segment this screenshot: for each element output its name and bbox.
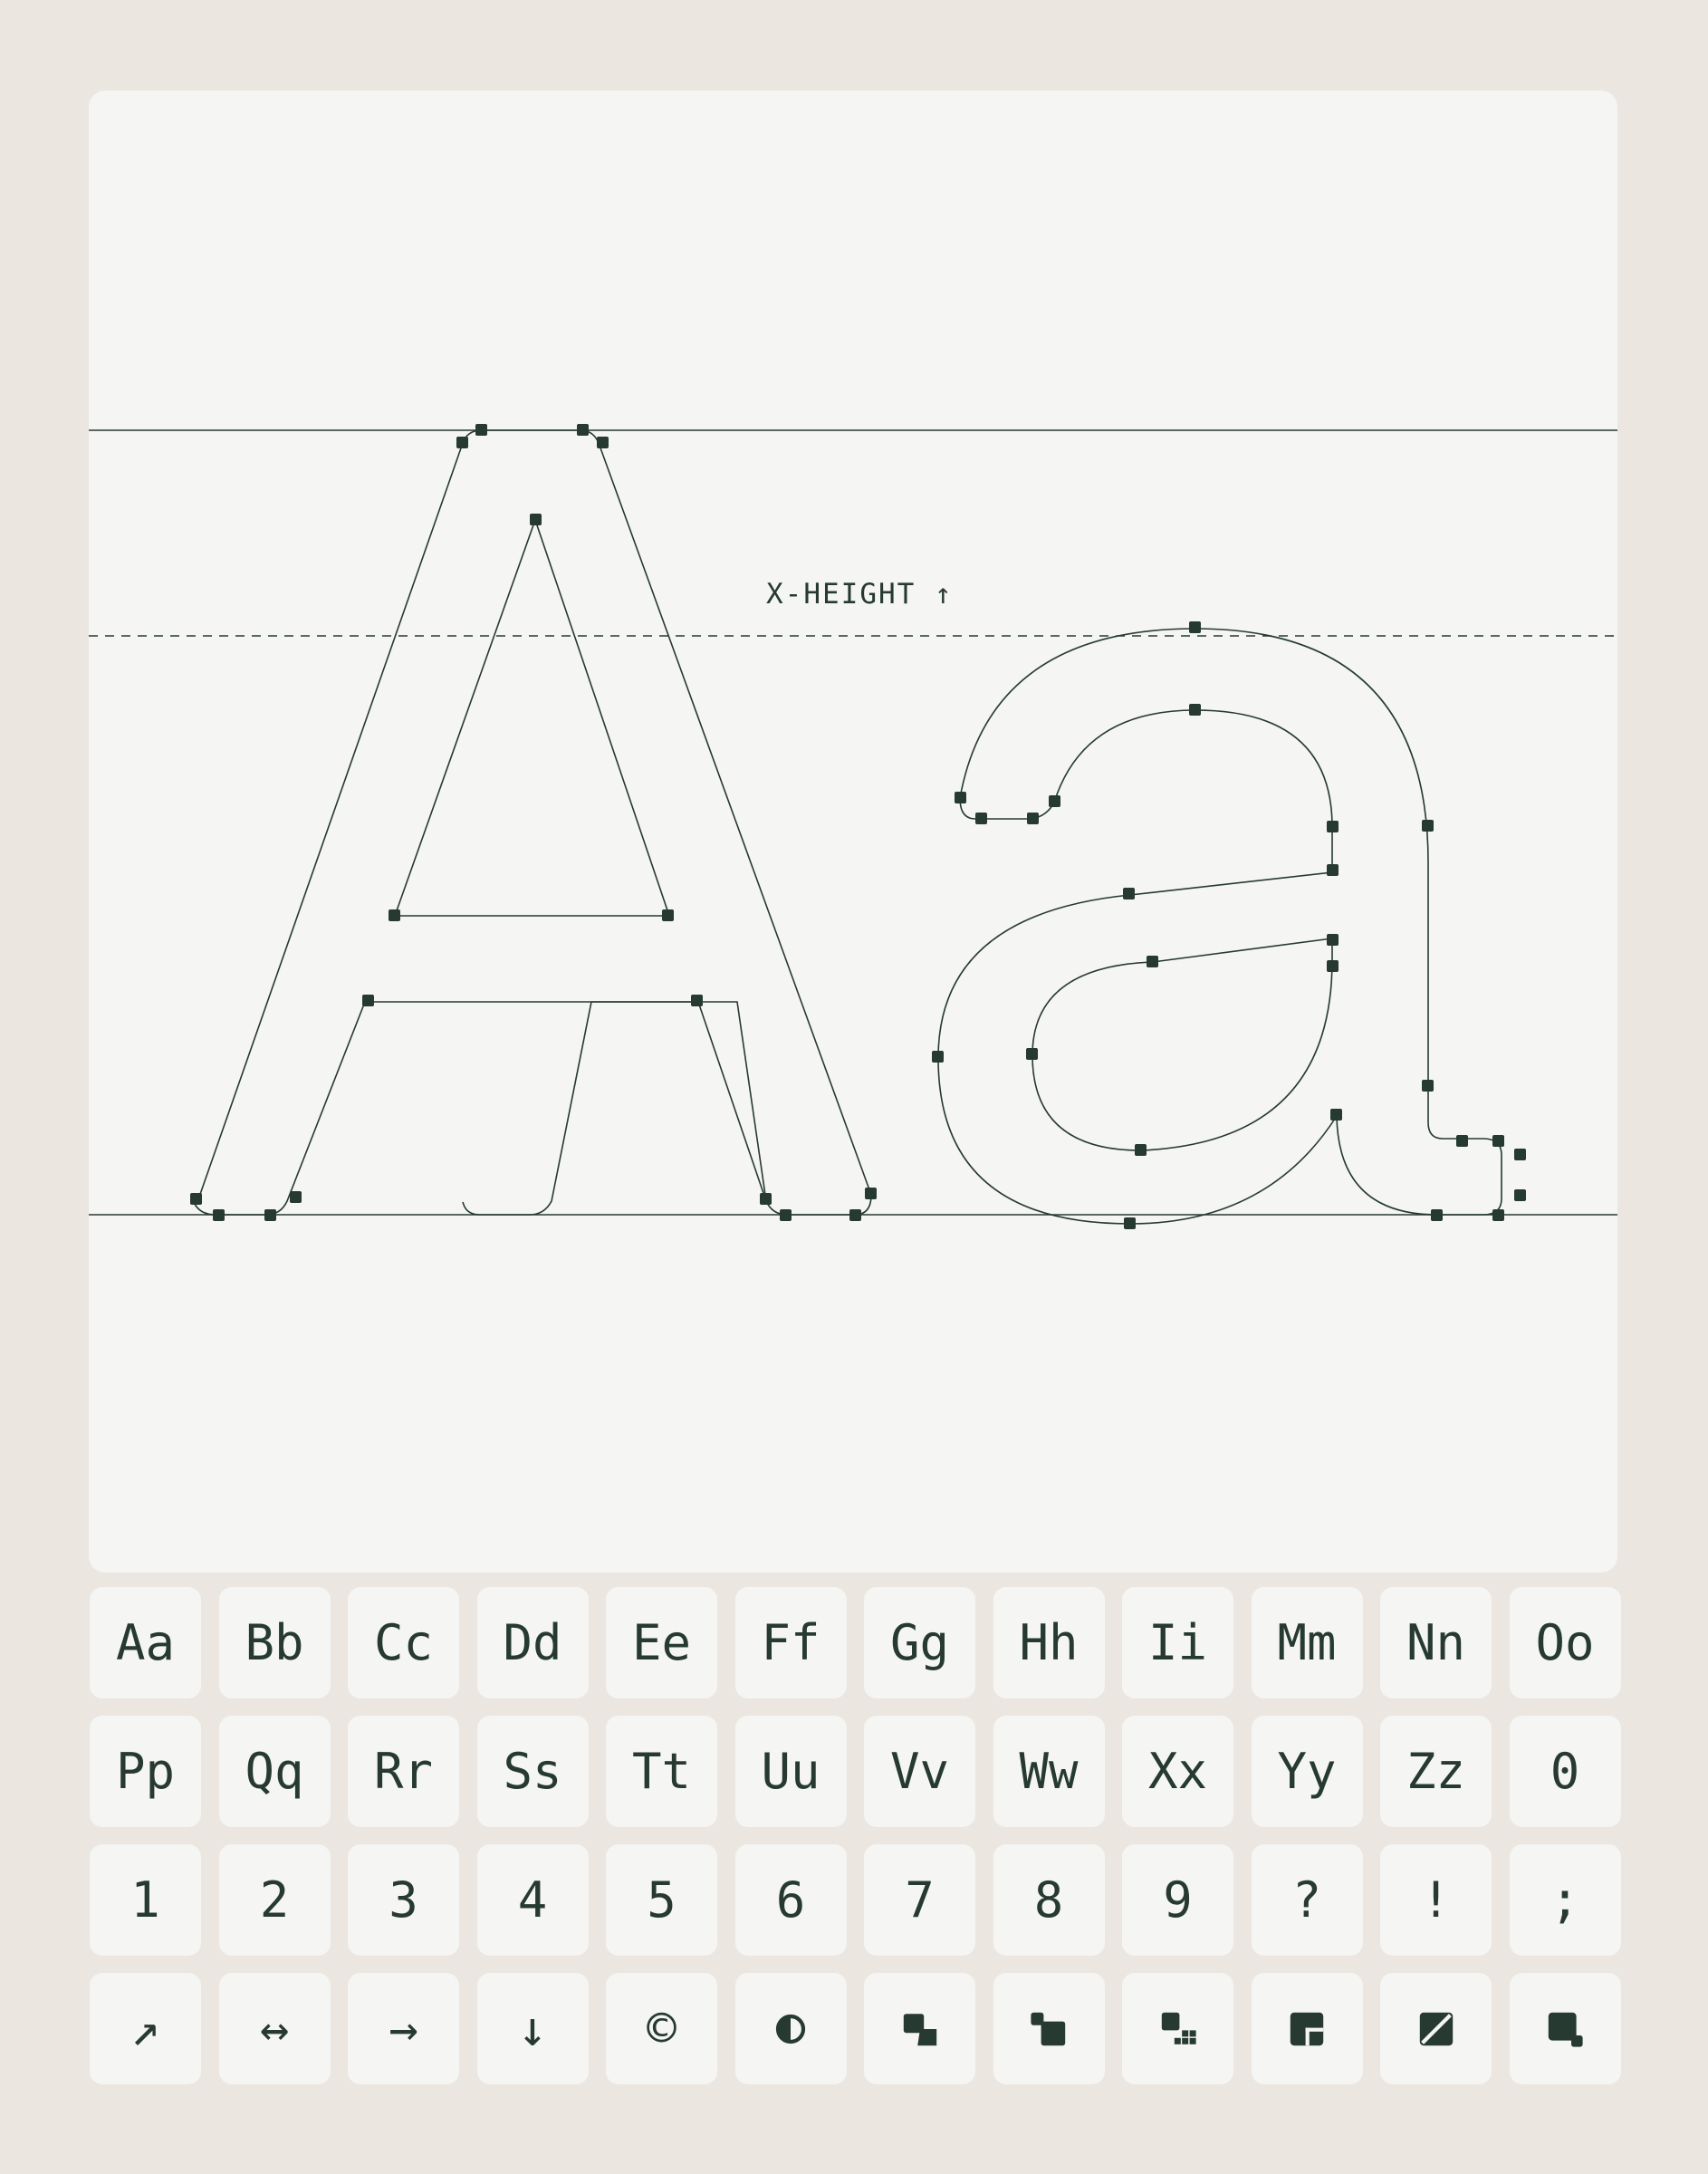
- glyph-A-outline: [194, 430, 871, 1215]
- glyph-label: Aa: [115, 1614, 176, 1671]
- glyph-label: Bb: [245, 1614, 304, 1671]
- glyph-label: Yy: [1277, 1743, 1337, 1800]
- shape-squares-icon[interactable]: [864, 1973, 975, 2084]
- glyph-label: Ww: [1019, 1743, 1079, 1800]
- glyph-label: Ii: [1147, 1614, 1208, 1671]
- glyph-cell[interactable]: [864, 1716, 975, 1827]
- arrow-right-icon[interactable]: [348, 1973, 459, 2084]
- glyph-label: Ss: [503, 1743, 562, 1800]
- glyph-cell[interactable]: [1122, 1716, 1233, 1827]
- glyph-cell[interactable]: [993, 1716, 1105, 1827]
- glyph-cell[interactable]: [606, 1716, 717, 1827]
- glyph-grid: [90, 1587, 1618, 2084]
- glyph-label: Vv: [889, 1743, 950, 1800]
- glyph-cell[interactable]: [1510, 1716, 1621, 1827]
- glyph-label: 2: [259, 1871, 290, 1929]
- glyph-label: ↗: [130, 2000, 160, 2057]
- glyph-cell[interactable]: [864, 1587, 975, 1698]
- glyph-label: Gg: [889, 1614, 950, 1671]
- glyph-cell[interactable]: [219, 1716, 331, 1827]
- shape-corner-icon[interactable]: [1510, 1973, 1621, 2084]
- glyph-cell[interactable]: [1510, 1587, 1621, 1698]
- glyph-label: Pp: [115, 1743, 176, 1800]
- glyph-label: 0: [1550, 1743, 1580, 1800]
- glyph-label: ©: [647, 2000, 676, 2057]
- glyph-cell[interactable]: [735, 1587, 847, 1698]
- glyph-label: Dd: [503, 1614, 562, 1671]
- glyph-cell[interactable]: [477, 1587, 589, 1698]
- glyph-label: 9: [1163, 1871, 1193, 1929]
- glyph-cell[interactable]: [477, 1716, 589, 1827]
- glyph-cell[interactable]: [1510, 1844, 1621, 1956]
- glyph-label: ↔: [259, 2000, 290, 2057]
- glyph-cell[interactable]: [735, 1716, 847, 1827]
- glyph-label: Cc: [373, 1614, 434, 1671]
- glyph-label: Hh: [1019, 1614, 1079, 1671]
- glyph-label: Rr: [373, 1743, 434, 1800]
- glyph-cell[interactable]: [1252, 1716, 1363, 1827]
- glyph-cell[interactable]: [219, 1844, 331, 1956]
- glyph-label: 3: [389, 1871, 418, 1929]
- glyph-cell[interactable]: [348, 1844, 459, 1956]
- glyph-label: Nn: [1406, 1614, 1466, 1671]
- glyph-label: ↓: [517, 2000, 548, 2057]
- glyph-cell[interactable]: [219, 1587, 331, 1698]
- glyph-cell[interactable]: [1380, 1844, 1492, 1956]
- glyph-label: Uu: [761, 1743, 820, 1800]
- glyph-cell[interactable]: [1122, 1587, 1233, 1698]
- glyph-cell[interactable]: [606, 1587, 717, 1698]
- glyph-cell[interactable]: [477, 1844, 589, 1956]
- glyph-cell[interactable]: [993, 1844, 1105, 1956]
- glyph-label: Qq: [245, 1743, 304, 1800]
- glyph-label: Mm: [1277, 1614, 1337, 1671]
- glyph-cell[interactable]: [606, 1844, 717, 1956]
- shape-diagonal-icon[interactable]: [1380, 1973, 1492, 2084]
- glyph-cell[interactable]: [348, 1716, 459, 1827]
- glyph-cell[interactable]: [864, 1844, 975, 1956]
- glyph-label: 8: [1033, 1871, 1064, 1929]
- specimen-canvas: [89, 91, 1617, 1573]
- glyph-cell[interactable]: [90, 1587, 201, 1698]
- glyph-label: Oo: [1535, 1614, 1595, 1671]
- glyph-cell[interactable]: [1252, 1844, 1363, 1956]
- arrow-up-right-icon[interactable]: [90, 1973, 201, 2084]
- glyph-cell[interactable]: [993, 1587, 1105, 1698]
- shape-blocks-icon[interactable]: [1252, 1973, 1363, 2084]
- glyph-cell[interactable]: [90, 1716, 201, 1827]
- glyph-label: Xx: [1147, 1743, 1208, 1800]
- glyph-cell[interactable]: [348, 1587, 459, 1698]
- glyph-label: 5: [647, 1871, 676, 1929]
- glyph-label: !: [1421, 1871, 1451, 1929]
- glyph-label: 4: [517, 1871, 548, 1929]
- glyph-label: ?: [1291, 1871, 1322, 1929]
- glyph-cell[interactable]: [735, 1844, 847, 1956]
- glyph-cell[interactable]: [90, 1844, 201, 1956]
- shape-squares-alt-icon[interactable]: [993, 1973, 1105, 2084]
- glyph-label: ;: [1550, 1871, 1580, 1929]
- glyph-label: Tt: [631, 1743, 692, 1800]
- arrow-left-right-icon[interactable]: [219, 1973, 331, 2084]
- glyph-label: Ee: [631, 1614, 692, 1671]
- glyph-cell[interactable]: [1122, 1844, 1233, 1956]
- copyright-icon[interactable]: [606, 1973, 717, 2084]
- glyph-a-outline: [938, 629, 1502, 1224]
- anchor-points: [190, 424, 1526, 1229]
- glyph-label: Zz: [1406, 1743, 1466, 1800]
- glyph-cell[interactable]: [1380, 1716, 1492, 1827]
- glyph-label: 1: [130, 1871, 160, 1929]
- glyph-label: Ff: [761, 1614, 820, 1671]
- half-circle-icon[interactable]: [735, 1973, 847, 2084]
- glyph-cell[interactable]: [1380, 1587, 1492, 1698]
- glyph-label: 7: [905, 1871, 935, 1929]
- x-height-label: X-HEIGHT ↑: [766, 578, 954, 611]
- glyph-cell[interactable]: [1252, 1587, 1363, 1698]
- shape-grid-icon[interactable]: [1122, 1973, 1233, 2084]
- glyph-label: →: [389, 2000, 418, 2057]
- arrow-down-icon[interactable]: [477, 1973, 589, 2084]
- glyph-outline-drawing: [89, 91, 1617, 1573]
- glyph-label: 6: [775, 1871, 806, 1929]
